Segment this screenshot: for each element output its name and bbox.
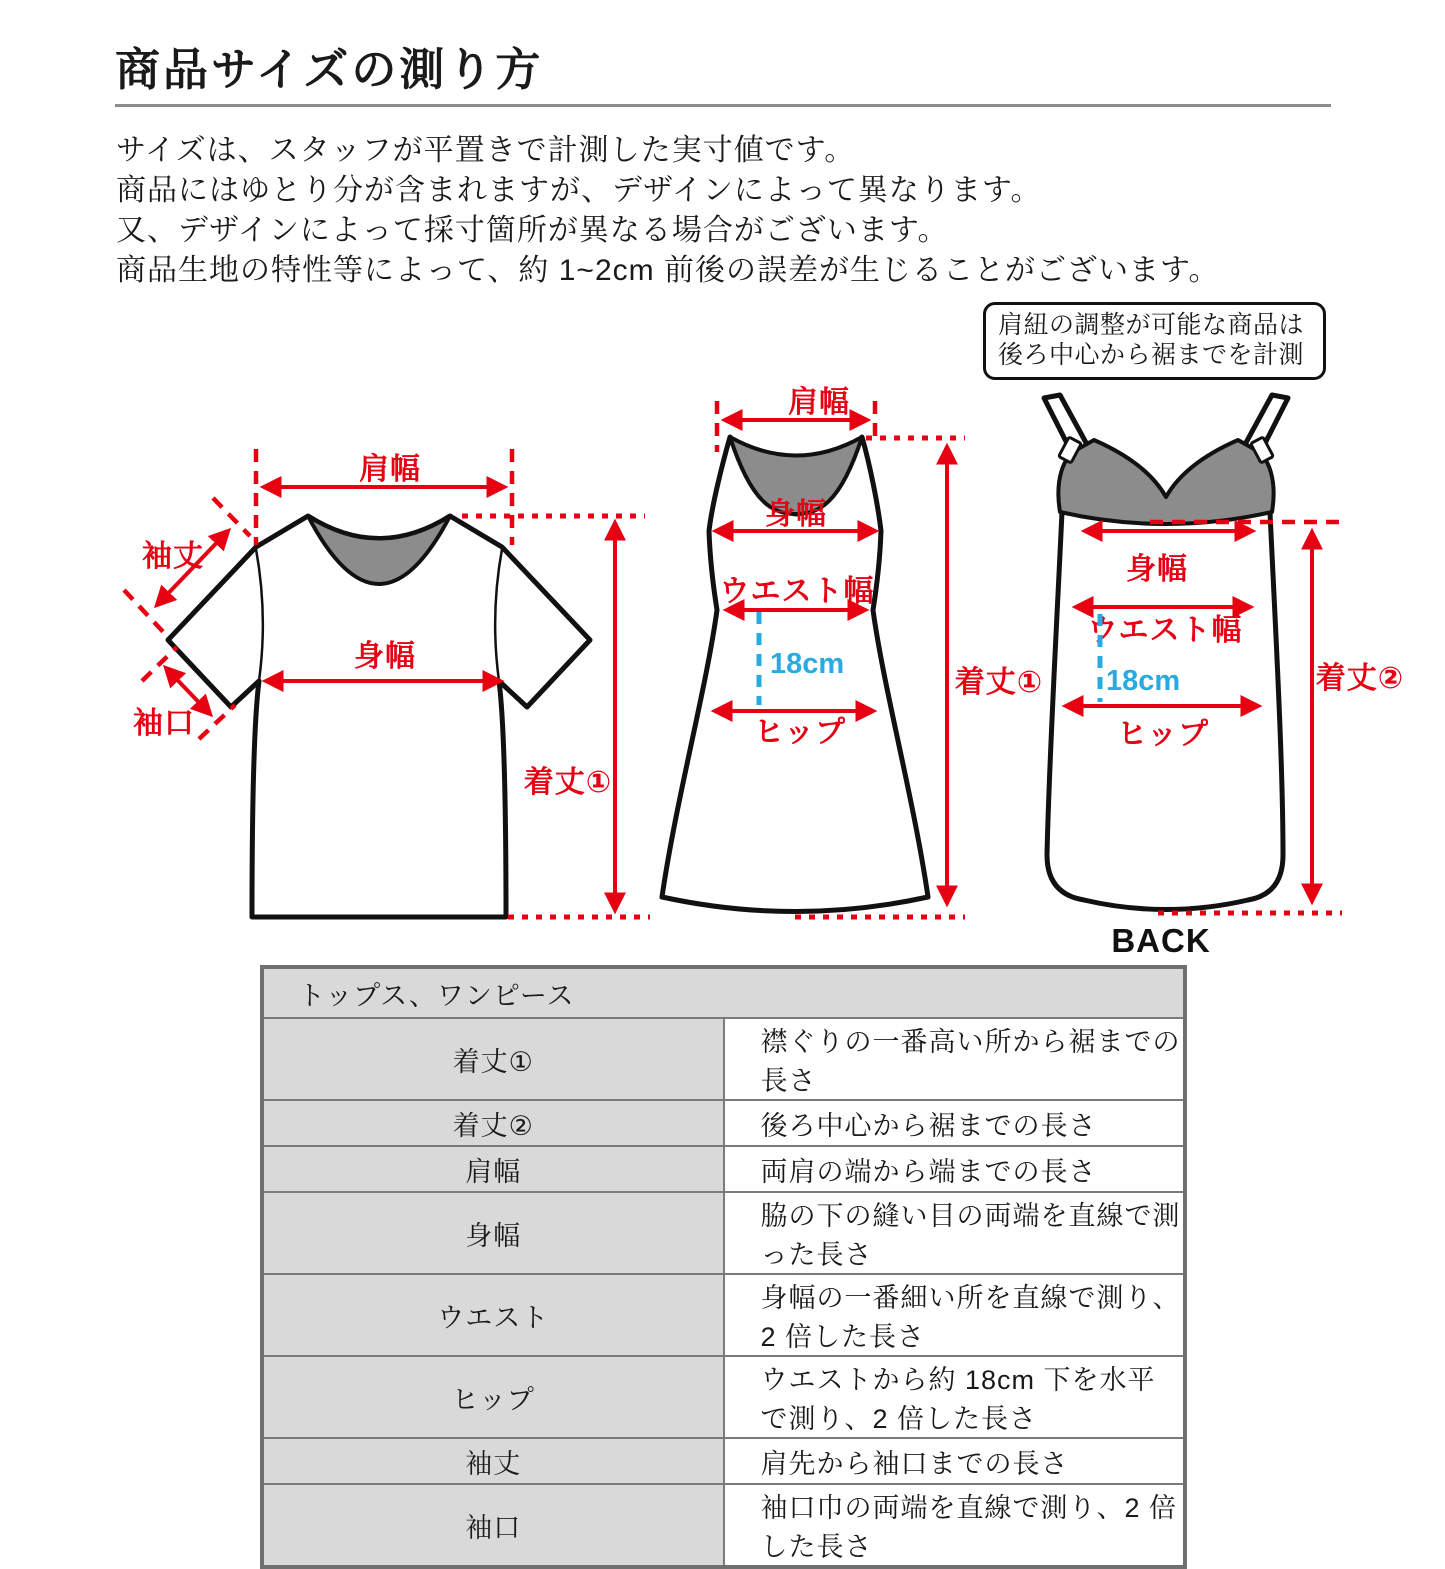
length1-label: 着丈① xyxy=(523,766,613,799)
back-view-label: BACK xyxy=(1111,922,1211,959)
extension-tick xyxy=(124,590,168,637)
note-line: 後ろ中心から裾までを計測 xyxy=(998,341,1305,369)
waist-width-label: ウエスト幅 xyxy=(1087,614,1243,647)
hip-label: ヒップ xyxy=(753,716,847,749)
size-term: ヒップ xyxy=(262,1356,724,1438)
tshirt-diagram xyxy=(124,449,650,917)
intro-line: サイズは、スタッフが平置きで計測した実寸値です。 xyxy=(116,134,856,167)
note-line: 肩紐の調整が可能な商品は xyxy=(998,311,1305,339)
intro-line: 商品にはゆとり分が含まれますが、デザインによって異なります。 xyxy=(116,174,1042,207)
table-row xyxy=(262,1484,1185,1567)
size-term: 袖口 xyxy=(262,1484,724,1567)
table-row xyxy=(262,1274,1185,1356)
size-term: 着丈② xyxy=(262,1100,724,1146)
sleeve-length-label: 袖丈 xyxy=(142,540,204,573)
dress-diagram xyxy=(662,386,1043,917)
size-term: 肩幅 xyxy=(262,1146,724,1192)
size-term: 袖丈 xyxy=(262,1438,724,1484)
size-description: 脇の下の縫い目の両端を直線で測った長さ xyxy=(724,1192,1186,1274)
table-row xyxy=(262,1146,1185,1192)
sleeve-opening-label: 袖口 xyxy=(133,707,195,740)
size-term: 身幅 xyxy=(262,1192,724,1274)
size-description: 後ろ中心から裾までの長さ xyxy=(724,1100,1186,1146)
intro-line: 商品生地の特性等によって、約 1~2cm 前後の誤差が生じることがございます。 xyxy=(116,254,1220,287)
table-row xyxy=(262,1018,1185,1100)
table-row xyxy=(262,1356,1185,1438)
extension-tick xyxy=(213,498,250,536)
intro-line: 又、デザインによって採寸箇所が異なる場合がございます。 xyxy=(116,214,949,247)
offset-18cm-label: 18cm xyxy=(770,648,845,680)
length1-label: 着丈① xyxy=(954,666,1044,699)
shoulder-width-label: 肩幅 xyxy=(359,453,421,486)
waist-width-label: ウエスト幅 xyxy=(719,575,875,608)
size-description: 袖口巾の両端を直線で測り、2 倍した長さ xyxy=(724,1484,1186,1567)
length2-label: 着丈② xyxy=(1315,662,1405,695)
size-description: 両肩の端から端までの長さ xyxy=(724,1146,1186,1192)
size-description: 肩先から袖口までの長さ xyxy=(724,1438,1186,1484)
table-row xyxy=(262,1192,1185,1274)
offset-18cm-label: 18cm xyxy=(1106,665,1181,697)
body-width-label: 身幅 xyxy=(1126,553,1188,586)
table-header-row xyxy=(262,967,1185,1018)
table-row xyxy=(262,1438,1185,1484)
size-description: 身幅の一番細い所を直線で測り、2 倍した長さ xyxy=(724,1274,1186,1356)
size-term: 着丈① xyxy=(262,1018,724,1100)
size-description: 襟ぐりの一番高い所から裾までの長さ xyxy=(724,1018,1186,1100)
body-width-label: 身幅 xyxy=(354,640,416,673)
camisole-bra-back xyxy=(1058,440,1273,524)
measurement-definitions-table xyxy=(260,965,1187,1569)
table-row xyxy=(262,1100,1185,1146)
page-title: 商品サイズの測り方 xyxy=(115,44,544,95)
table-header: トップス、ワンピース xyxy=(262,967,1185,1018)
size-term: ウエスト xyxy=(262,1274,724,1356)
size-description: ウエストから約 18cm 下を水平で測り、2 倍した長さ xyxy=(724,1356,1186,1438)
hip-label: ヒップ xyxy=(1116,718,1210,751)
camisole-diagram xyxy=(1044,395,1404,959)
shoulder-width-label: 肩幅 xyxy=(788,386,850,419)
body-width-label: 身幅 xyxy=(765,498,827,531)
